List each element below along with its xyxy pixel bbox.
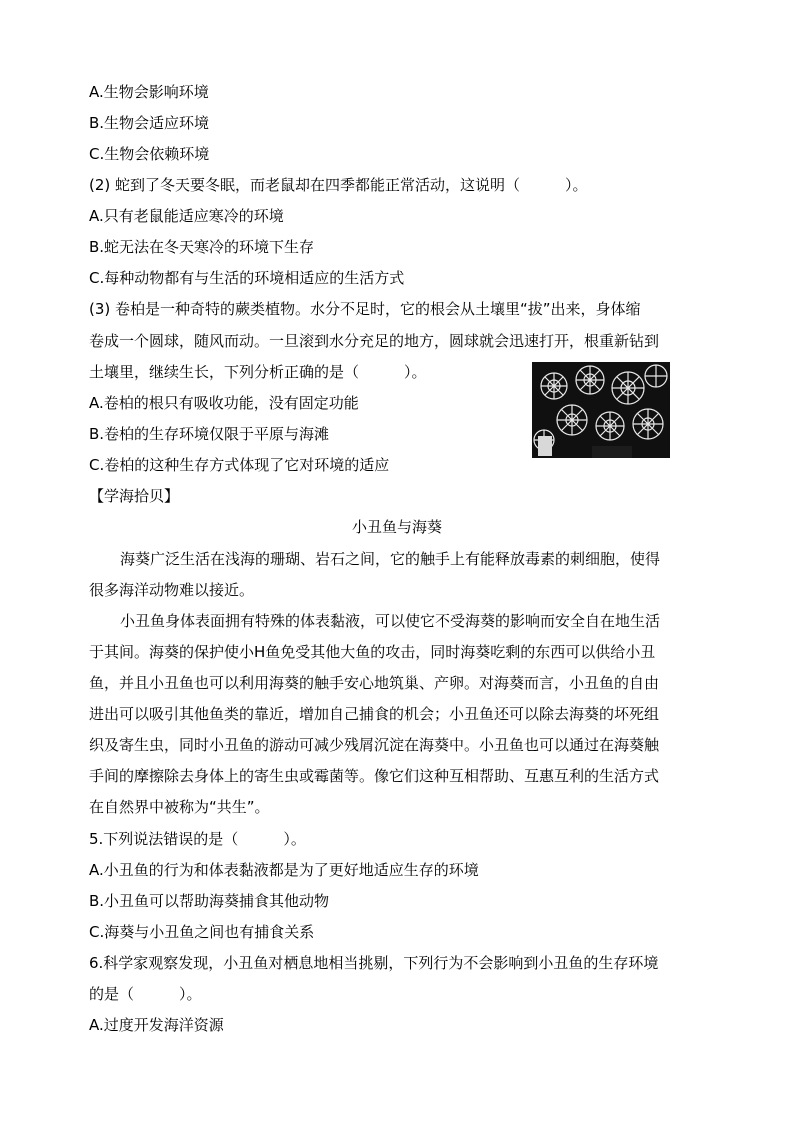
plant-image-icon	[532, 362, 670, 458]
passage-p2-line2: 于其间。海葵的保护使小H鱼免受其他大鱼的攻击，同时海葵吃剩的东西可以供给小丑	[89, 643, 656, 661]
q4-option-c: C.生物会依赖环境	[89, 145, 210, 163]
passage-p2-line5: 织及寄生虫，同时小丑鱼的游动可减少残屑沉淀在海葵中。小丑鱼也可以通过在海葵触	[89, 736, 660, 754]
q4-option-b: B.生物会适应环境	[89, 114, 210, 132]
q4-sub3-stem-line1: (3) 卷柏是一种奇特的蕨类植物。水分不足时，它的根会从土壤里“拔”出来，身体缩	[89, 300, 641, 318]
q4-sub2-option-b: B.蛇无法在冬天寒冷的环境下生存	[89, 238, 315, 256]
q5-stem: 5.下列说法错误的是（ ）。	[89, 830, 306, 848]
passage-p1-line1: 海葵广泛生活在浅海的珊瑚、岩石之间，它的触手上有能释放毒素的刺细胞，使得	[120, 550, 661, 568]
q5-option-c: C.海葵与小丑鱼之间也有捕食关系	[89, 923, 315, 941]
q6-stem-line2: 的是（ ）。	[89, 985, 202, 1003]
passage-p2-line1: 小丑鱼身体表面拥有特殊的体表黏液，可以使它不受海葵的影响而安全自在地生活	[120, 612, 661, 630]
q4-sub3-option-a: A.卷柏的根只有吸收功能，没有固定功能	[89, 394, 359, 412]
q4-sub3-stem-line3: 土壤里，继续生长，下列分析正确的是（ ）。	[89, 363, 427, 381]
q5-option-b: B.小丑鱼可以帮助海葵捕食其他动物	[89, 892, 330, 910]
q4-option-a: A.生物会影响环境	[89, 83, 209, 101]
passage-p1-line2: 很多海洋动物难以接近。	[89, 581, 255, 599]
selaginella-photo	[532, 362, 670, 458]
q4-sub2-option-c: C.每种动物都有与生活的环境相适应的生活方式	[89, 269, 405, 287]
q6-stem-line1: 6.科学家观察发现，小丑鱼对栖息地相当挑剔，下列行为不会影响到小丑鱼的生存环境	[89, 954, 659, 972]
passage-p2-line7: 在自然界中被称为“共生”。	[89, 798, 270, 816]
q4-sub3-option-c: C.卷柏的这种生存方式体现了它对环境的适应	[89, 456, 390, 474]
q4-sub2-stem: (2) 蛇到了冬天要冬眠，而老鼠却在四季都能正常活动，这说明（ ）。	[89, 176, 588, 194]
passage-p2-line6: 手间的摩擦除去身体上的寄生虫或霉菌等。像它们这种互相帮助、互惠互利的生活方式	[89, 767, 660, 785]
q6-option-a: A.过度开发海洋资源	[89, 1016, 224, 1034]
q5-option-a: A.小丑鱼的行为和体表黏液都是为了更好地适应生存的环境	[89, 861, 479, 879]
passage-title: 小丑鱼与海葵	[351, 518, 442, 536]
q4-sub2-option-a: A.只有老鼠能适应寒冷的环境	[89, 207, 284, 225]
passage-p2-line4: 进出可以吸引其他鱼类的靠近，增加自己捕食的机会；小丑鱼还可以除去海葵的坏死组	[89, 705, 660, 723]
section-heading: 【学海拾贝】	[89, 487, 180, 505]
q4-sub3-option-b: B.卷柏的生存环境仅限于平原与海滩	[89, 425, 330, 443]
q4-sub3-stem-line2: 卷成一个圆球，随风而动。一旦滚到水分充足的地方，圆球就会迅速打开，根重新钻到	[89, 332, 660, 350]
passage-p2-line3: 鱼，并且小丑鱼也可以利用海葵的触手安心地筑巢、产卵。对海葵而言，小丑鱼的自由	[89, 674, 660, 692]
